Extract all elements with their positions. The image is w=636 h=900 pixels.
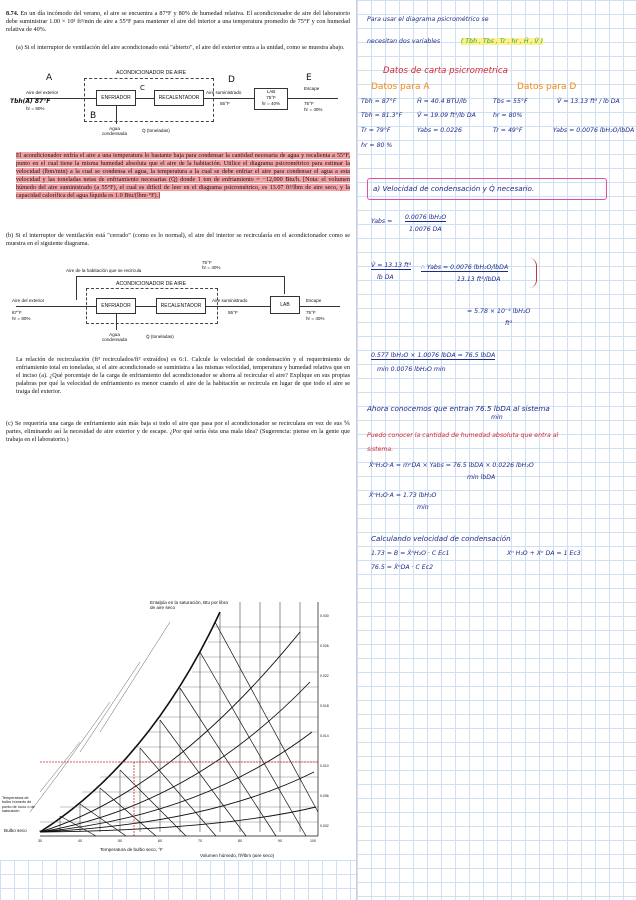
reheater-box-2: RECALENTADOR <box>156 298 206 314</box>
note-d-hr: hr = 80% <box>493 112 523 119</box>
part-b-text: (b) Si el interruptor de ventilación está "cerrado" (como es lo normal), el aire del interior se recircularía en el acondicionador como se muestra en el siguiente diagrama. <box>6 232 350 247</box>
problem-number: 8.74. <box>6 10 19 17</box>
exhaust-temp-2: 75°F <box>306 310 316 315</box>
outside-hr-2: hr = 80% <box>12 316 31 321</box>
recirc-conditions: 75°F hr = 40% <box>202 260 221 271</box>
supply-temp-2: 55°F <box>228 310 238 315</box>
note-calc-title: Calculando velocidad de condensación <box>371 534 511 543</box>
svg-text:90: 90 <box>278 839 282 843</box>
note-d-yabs: Yabs = 0.0076 lbH₂O/lbDA <box>553 127 635 134</box>
cancel-bracket <box>525 258 537 288</box>
note-x-result: X̂ⁿH₂O·A = 1.73 lbH₂O <box>369 492 437 499</box>
saturation-temp-label: Temperatura de bulbo húmedo de punto de rocío o de saturación <box>2 796 35 814</box>
para1-text: El acondicionador enfría el aire a una temperatura lo bastante baja para condensar la cantidad necesaria de agua y recalienta a 55°F, punto en el cual tiene la misma humedad absoluta que el aire de la habitación. Utilice el diagrama psicrométrico para estimar la velocidad (lbm/min) a la cual se condensa el agua, la temperatura a la cual se debe enfriar el aire para condensar el agua a esta velocidad y las toneladas netas de enfriamiento necesarias (Q̇) donde 1 ton de enfriamiento = −12,000 Btu/h. [Nota: el volumen húmedo del aire suministrado (a 55°F), el cual es difícil de leer en el diagrama psicrométrico, es 13.07 ft³/lbm de aire seco, y la capacidad calorífica del agua líquida es 1.0 Btu/(lbm·°F).] <box>16 152 350 199</box>
dry-bulb-axis-label: Temperatura de bulbo seco, °F <box>100 847 163 852</box>
lab-conditions: 75°F hr = 40% <box>261 95 281 106</box>
note-point-a: Datos para A <box>371 82 430 92</box>
note-d-v: V̂ = 13.13 ft³ / lb DA <box>557 98 620 105</box>
tbh-annotation: Tbh(A) 87°F <box>10 98 51 105</box>
part-a-text: (a) Si el interruptor de ventilación del aire acondicionado está "abierto", el aire del exterior entra a la unidad, como se muestra abajo. <box>16 44 345 51</box>
svg-text:0.026: 0.026 <box>320 644 329 648</box>
handwritten-notes <box>356 0 636 900</box>
note-x-result-den: min <box>417 504 429 511</box>
svg-text:30: 30 <box>38 839 42 843</box>
flow-diagram-closed <box>6 254 350 350</box>
water-line <box>116 106 117 124</box>
note-point-d: Datos para D <box>517 82 577 92</box>
psychrometric-chart <box>0 592 356 860</box>
note-v-result-den: ft³ <box>505 320 513 327</box>
mid-line-2 <box>136 306 156 307</box>
svg-text:0.022: 0.022 <box>320 674 329 678</box>
note-a-h: Ĥ = 40.4 BTU/lb <box>417 98 467 105</box>
cooler-box: ENFRIADOR <box>96 90 136 106</box>
recirc-down <box>76 276 77 300</box>
note-v-eq2-den: 13.13 ft³/lbDA <box>457 276 501 283</box>
condensed-water-label-2: Agua condensada <box>102 332 128 343</box>
svg-text:0.006: 0.006 <box>320 794 329 798</box>
note-v-eq2: ∴ Yabs = 0.0076 lbH₂O/lbDA <box>421 264 509 271</box>
point-a-letter: A <box>46 73 53 83</box>
lab-box <box>254 88 288 110</box>
exhaust-temp: 75°F <box>304 101 314 106</box>
supply-label-2: Aire suministrado <box>212 298 248 303</box>
note-mass-eq: 0.577 lbH₂O × 1.0076 lbDA = 76.5 lbDA <box>371 352 496 359</box>
note-x-eq: X̂ⁿH₂O·A = ṁⁿDA × Yabs = 76.5 lbDA × 0.0226 lbH₂O <box>369 462 534 469</box>
svg-text:0.010: 0.010 <box>320 764 329 768</box>
bottom-grid <box>0 860 356 900</box>
supply-temp: 55°F <box>220 101 230 106</box>
outside-air-label-2: Aire del exterior <box>12 298 45 303</box>
diagram-title: ACONDICIONADOR DE AIRE <box>116 70 187 76</box>
svg-text:80: 80 <box>238 839 242 843</box>
svg-text:0.030: 0.030 <box>320 614 329 618</box>
svg-text:50: 50 <box>118 839 122 843</box>
note-v-eq1: V̂ = 13.13 ft³ <box>371 262 412 269</box>
exhaust-line-2 <box>300 306 340 307</box>
note-variables: ( Tbh , Tbs , Tr , hr , Ĥ , V̂ ) <box>461 38 544 45</box>
mid-line <box>136 98 154 99</box>
supply-air-label: Aire suministrado <box>206 90 242 95</box>
note-section-title: Datos de carta psicrometrica <box>383 66 508 76</box>
outside-air-label: Aire del exterior <box>26 90 59 95</box>
paragraph-2: La relación de recirculación (ft³ recirculados/ft³ extraídos) es 6:1. Calcule la velocidad de condensación y el requerimiento de enfriamiento total en toneladas, si el aire acondicionado se suministra a las mismas velocidad, temperatura y humedad relativa que en el inciso (a). ¿Qué porcentaje de la carga de enfriamiento del acondicionador se ahorra al recircular el aire? Explique en sus propias palabras por qué la velocidad de enfriamiento es menor cuando el aire de la habitación se recircula en lugar de que todo el aire se traiga del exterior. <box>16 356 350 395</box>
recirc-up <box>284 276 285 294</box>
problem-intro-text: En un día incómodo del verano, el aire se encuentra a 87°F y 80% de humedad relativa. El acondicionador de aire del laboratorio debe suministrar 1.00 × 10³ ft³/min de aire a 55°F para mantener el aire del interior a una temperatura promedio de 75°F y con humedad relativa de 40%. <box>6 10 351 33</box>
q-tons-label: Q̇ (toneladas) <box>142 128 170 133</box>
supply-line <box>204 98 254 99</box>
note-a-v: V̂ = 19.09 ft³/lb DA <box>417 112 476 119</box>
note-ahora-den: min <box>491 414 503 421</box>
exhaust-hr: hr = 40% <box>304 107 323 112</box>
note-a-tbs: Tbh = 81.3°F <box>361 112 403 119</box>
note-line-2: necesitan dos variables <box>367 38 441 45</box>
note-d-tbs: Tbs = 55°F <box>493 98 528 105</box>
diagram2-title: ACONDICIONADOR DE AIRE <box>116 281 187 287</box>
flow-diagram-open <box>6 66 350 146</box>
point-d-letter: D <box>228 75 235 85</box>
exhaust-label-2: Escape <box>306 298 322 303</box>
svg-text:0.018: 0.018 <box>320 704 329 708</box>
condensed-water-label: Agua condensada <box>102 126 128 137</box>
cooler-box-2: ENFRIADOR <box>96 298 136 314</box>
recirc-label: Aire de la habitación que se recircula <box>66 268 142 273</box>
lab-box-2: LAB <box>270 296 300 314</box>
point-e-letter: E <box>306 73 312 83</box>
svg-text:0.014: 0.014 <box>320 734 329 738</box>
note-ec1: 1.73 = B = X̂ⁿH₂O · C Ec1 <box>371 550 450 557</box>
note-d-tr: Tr = 49°F <box>493 127 523 134</box>
note-a-tr: Tr = 79°F <box>361 127 391 134</box>
note-yabs-den: 1.0076 DA <box>409 226 442 233</box>
supply-line-2 <box>206 306 270 307</box>
note-puedo: Puedo conocer la cantidad de humedad absoluta que entra al <box>367 432 559 439</box>
problem-intro <box>6 10 350 34</box>
volume-axis-label: Volumen húmedo, ft³/lbm (aire seco) <box>200 853 275 858</box>
enthalpy-label: Entalpía en la saturación, Btu por libra de aire seco <box>150 600 228 611</box>
note-v-result: = 5.78 × 10⁻⁴ lbH₂O <box>467 308 531 315</box>
water-line-2 <box>116 314 117 330</box>
note-yabs-num: 0.0076 lbH₂O <box>405 214 447 221</box>
note-a-hr: hr = 80 % <box>361 142 393 149</box>
note-v-eq1-den: lb DA <box>377 274 394 281</box>
note-x-eq-den: min lbDA <box>467 474 496 481</box>
note-ec3: Xⁿ H₂O + Xⁿ DA = 1 Ec3 <box>507 550 581 557</box>
dry-bulb-left-label: Bulbo seco <box>4 828 27 833</box>
point-b-letter: B <box>90 111 97 121</box>
svg-text:70: 70 <box>198 839 202 843</box>
svg-text:0.002: 0.002 <box>320 824 329 828</box>
note-a-yabs: Yabs = 0.0226 <box>417 127 462 134</box>
paragraph-1 <box>16 152 350 200</box>
note-ahora: Ahora conocemos que entran 76.5 lbDA al sistema <box>367 404 550 413</box>
svg-text:40: 40 <box>78 839 82 843</box>
point-c-letter: C <box>140 84 145 92</box>
q-tons-label-2: Q̇ (toneladas) <box>146 334 174 339</box>
exhaust-hr-2: hr = 40% <box>306 316 325 321</box>
note-line-1: Para usar el diagrama psicrométrico se <box>367 16 489 23</box>
note-a-tbh: Tbh = 87°F <box>361 98 397 105</box>
note-question-a: a) Velocidad de condensación y Q̇ necesario. <box>373 184 535 193</box>
reheater-box: RECALENTADOR <box>154 90 204 106</box>
svg-text:60: 60 <box>158 839 162 843</box>
inlet-line-2 <box>16 306 96 307</box>
note-ec2: 76.5 = X̂ⁿDA · C Ec2 <box>371 564 434 571</box>
note-mass-eq-den: min 0.0076 lbH₂O min <box>377 366 446 373</box>
note-puedo-2: sistema. <box>367 446 394 453</box>
exhaust-line <box>288 98 338 99</box>
part-c-text: (c) Se requeriría una carga de enfriamiento aún más baja si todo el aire que pasa por el acondicionador se recirculara en vez de sus ⅚ partes, eliminando así la necesidad de aire exterior y de escape. ¿Por qué sería ésta una mala idea? (Sugerencia: piense en la gente que trabaja en el laboratorio.) <box>6 420 350 443</box>
recirc-line <box>76 276 284 277</box>
note-yabs-label: Yabs = <box>371 218 393 225</box>
outside-temp-2: 87°F <box>12 310 22 315</box>
exhaust-label: Escape <box>304 86 320 91</box>
lab-label: LAB <box>266 89 276 94</box>
outside-hr: hr = 80% <box>26 106 45 111</box>
svg-text:100: 100 <box>310 839 316 843</box>
